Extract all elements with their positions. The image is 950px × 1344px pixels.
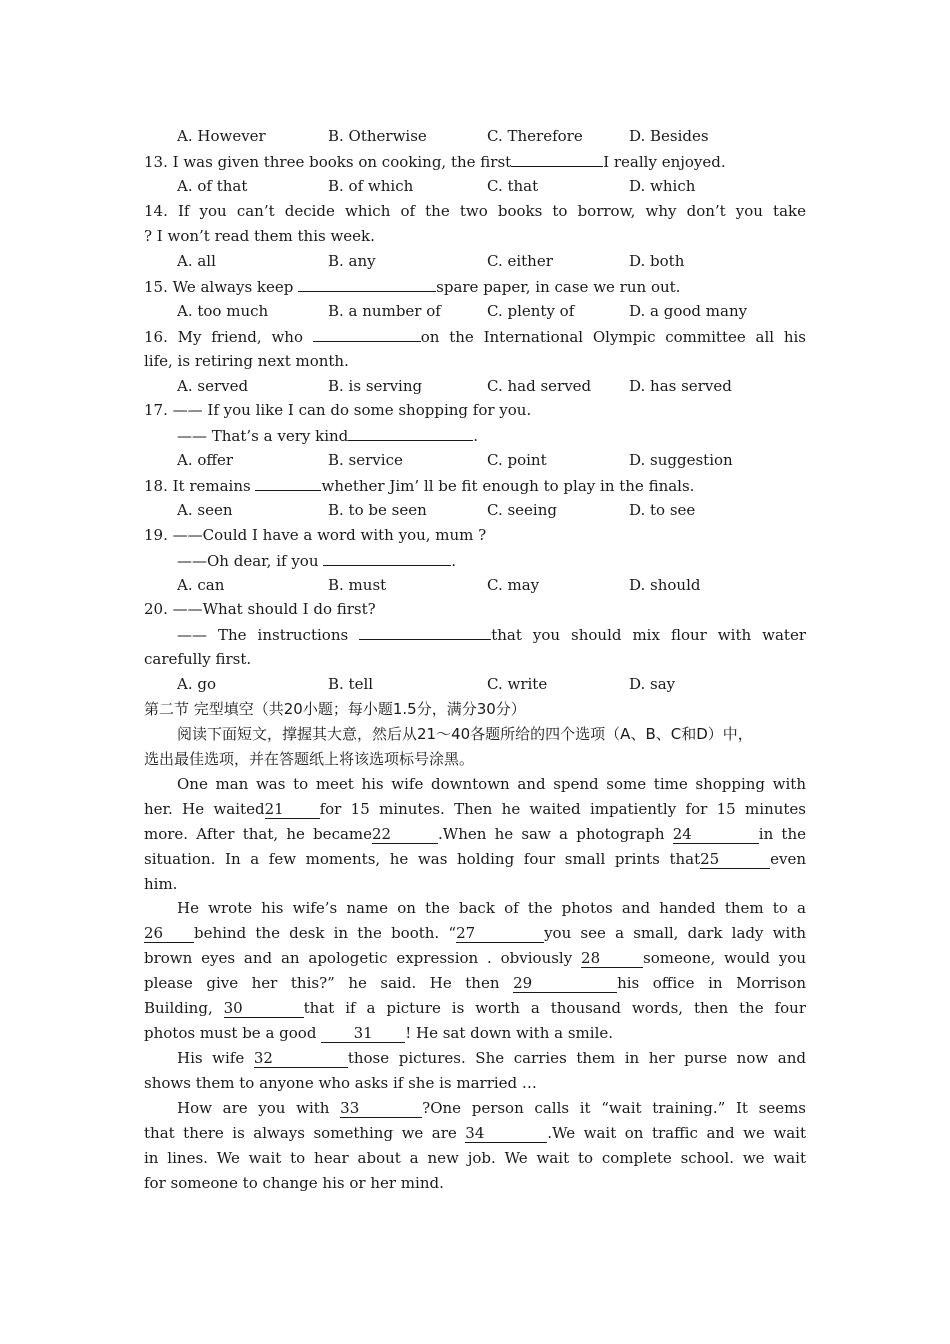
- passage-text: ?One person calls it “wait training.” It seems: [422, 1099, 806, 1117]
- q15-option-a: A. too much: [177, 302, 269, 320]
- q18-stem-part: 18. It remains: [144, 477, 256, 495]
- blank-28: 28: [581, 949, 643, 968]
- q14-option-c: C. either: [487, 252, 553, 270]
- q16-options: [177, 374, 806, 399]
- q18-option-a: A. seen: [177, 501, 233, 519]
- passage-text: situation. In a few moments, he was holding four small prints that: [144, 850, 701, 868]
- passage-p2-line: [144, 971, 806, 996]
- blank-26: 26: [144, 924, 194, 943]
- q16-option-d: D. has served: [629, 377, 732, 395]
- passage-text: that if a picture is worth a thousand words, then the four: [303, 999, 806, 1017]
- q16-stem-line2: life, is retiring next month.: [144, 352, 349, 370]
- q14-stem: 14. If you can’t decide which of the two books to borrow, why don’t you take: [144, 202, 806, 220]
- passage-p1-line: him.: [144, 875, 178, 893]
- q20-stem-part: —— The instructions: [177, 626, 360, 644]
- blank-31: 31: [321, 1024, 405, 1043]
- q18-options: [177, 498, 806, 523]
- q20-option-c: C. write: [487, 675, 548, 693]
- passage-text: photos must be a good: [144, 1024, 322, 1042]
- passage-text: ! He sat down with a smile.: [405, 1024, 614, 1042]
- q12-option-d: D. Besides: [629, 127, 709, 145]
- q16-stem-part: 16. My friend, who: [144, 328, 313, 346]
- blank-21: 21: [265, 800, 320, 819]
- q16-option-b: B. is serving: [328, 377, 423, 395]
- passage-text: that there is always something we are: [144, 1124, 466, 1142]
- blank-27: 27: [456, 924, 544, 943]
- q15-stem: [144, 274, 806, 299]
- passage-text: more. After that, he became: [144, 825, 373, 843]
- q13-option-c: C. that: [487, 177, 539, 195]
- q15-stem-part: 15. We always keep: [144, 278, 299, 296]
- q12-option-b: B. Otherwise: [328, 127, 427, 145]
- blank-34: 34: [465, 1124, 547, 1143]
- q13-options: [177, 174, 806, 199]
- q18-stem: [144, 473, 806, 498]
- q19-option-c: C. may: [487, 576, 540, 594]
- q16-stem: [144, 324, 806, 349]
- passage-p4-line: in lines. We wait to hear about a new job. We wait to complete school. we wait: [144, 1149, 806, 1167]
- q13-stem-part: I really enjoyed.: [603, 153, 726, 171]
- passage-p1-line: [144, 822, 806, 847]
- passage-text: for 15 minutes. Then he waited impatiently for 15 minutes: [319, 800, 806, 818]
- q15-option-d: D. a good many: [629, 302, 748, 320]
- q15-stem-part: spare paper, in case we run out.: [436, 278, 681, 296]
- q19-option-d: D. should: [629, 576, 701, 594]
- q19-stem: 19. ——Could I have a word with you, mum ?: [144, 526, 487, 544]
- q17-reply: [177, 423, 806, 448]
- passage-text: even: [770, 850, 806, 868]
- q20-reply: [177, 622, 806, 647]
- passage-p1-line: [144, 797, 806, 822]
- passage-text: you see a small, dark lady with: [544, 924, 806, 942]
- q16-blank: [313, 324, 421, 342]
- q15-option-c: C. plenty of: [487, 302, 575, 320]
- passage-p4-line: [144, 1121, 806, 1146]
- q17-option-b: B. service: [328, 451, 403, 469]
- q14-option-d: D. both: [629, 252, 685, 270]
- passage-p4-line: for someone to change his or her mind.: [144, 1174, 444, 1192]
- q14-stem-line2: ? I won’t read them this week.: [144, 227, 375, 245]
- blank-25: 25: [700, 850, 770, 869]
- passage-p2-line: [144, 996, 806, 1021]
- passage-text: .When he saw a photograph: [438, 825, 673, 843]
- q19-blank: [323, 548, 451, 566]
- q19-stem-part: .: [451, 552, 457, 570]
- q20-stem-part: that you should mix flour with water: [491, 626, 806, 644]
- q20-option-d: D. say: [629, 675, 676, 693]
- passage-text: behind the desk in the booth. “: [194, 924, 457, 942]
- blank-30: 30: [224, 999, 304, 1018]
- q17-stem-part: —— That’s a very kind: [177, 427, 349, 445]
- passage-p1-line: [144, 847, 806, 872]
- q13-option-a: A. of that: [177, 177, 248, 195]
- passage-p2-line: [144, 921, 806, 946]
- q20-option-b: B. tell: [328, 675, 374, 693]
- q19-reply: [177, 548, 806, 573]
- q19-option-a: A. can: [177, 576, 225, 594]
- q12-option-c: C. Therefore: [487, 127, 583, 145]
- q18-option-c: C. seeing: [487, 501, 557, 519]
- passage-text: .We wait on traffic and we wait: [547, 1124, 806, 1142]
- passage-p4-line: [177, 1096, 806, 1121]
- passage-text: brown eyes and an apologetic expression . obviously: [144, 949, 582, 967]
- q17-option-a: A. offer: [177, 451, 234, 469]
- q13-option-b: B. of which: [328, 177, 414, 195]
- q15-blank: [298, 274, 436, 292]
- q17-options: [177, 448, 806, 473]
- q17-option-c: C. point: [487, 451, 547, 469]
- q12-options: [177, 124, 806, 149]
- section-heading: 第二节 完型填空（共20小题；每小题1.5分，满分30分）: [144, 700, 526, 718]
- q15-option-b: B. a number of: [328, 302, 441, 320]
- passage-text: in the: [758, 825, 806, 843]
- q17-stem: 17. —— If you like I can do some shopping for you.: [144, 401, 532, 419]
- passage-p2-line: [144, 1021, 806, 1046]
- q13-blank: [511, 149, 603, 167]
- blank-32: 32: [254, 1049, 348, 1068]
- blank-33: 33: [340, 1099, 422, 1118]
- passage-text: his office in Morrison: [617, 974, 806, 992]
- passage-text: please give her this?” he said. He then: [144, 974, 514, 992]
- q13-option-d: D. which: [629, 177, 696, 195]
- q17-option-d: D. suggestion: [629, 451, 733, 469]
- q18-option-b: B. to be seen: [328, 501, 427, 519]
- q19-option-b: B. must: [328, 576, 387, 594]
- q17-blank: [348, 423, 473, 441]
- passage-text: Building,: [144, 999, 224, 1017]
- section-instruction-line2: 选出最佳选项，并在答题纸上将该选项标号涂黑。: [144, 750, 475, 768]
- passage-p3-line: shows them to anyone who asks if she is married …: [144, 1074, 537, 1092]
- q20-stem: 20. ——What should I do first?: [144, 600, 376, 618]
- q14-options: [177, 249, 806, 274]
- q16-option-a: A. served: [177, 377, 249, 395]
- section-instruction: 阅读下面短文，撑握其大意，然后从21～40各题所给的四个选项（A、B、C和D）中，: [177, 725, 753, 743]
- q19-options: [177, 573, 806, 598]
- passage-text: those pictures. She carries them in her purse now and: [347, 1049, 806, 1067]
- q12-option-a: A. However: [177, 127, 266, 145]
- q19-stem-part: ——Oh dear, if you: [177, 552, 324, 570]
- passage-text: How are you with: [177, 1099, 341, 1117]
- passage-p2-line: He wrote his wife’s name on the back of the photos and handed them to a: [177, 899, 806, 917]
- blank-29: 29: [513, 974, 617, 993]
- q14-option-a: A. all: [177, 252, 216, 270]
- passage-p1-line: One man was to meet his wife downtown and spend some time shopping with: [177, 775, 806, 793]
- q18-blank: [255, 473, 321, 491]
- q14-option-b: B. any: [328, 252, 376, 270]
- q13-stem-part: 13. I was given three books on cooking, the first: [144, 153, 512, 171]
- passage-p3-line: [177, 1046, 806, 1071]
- q18-option-d: D. to see: [629, 501, 696, 519]
- q16-option-c: C. had served: [487, 377, 592, 395]
- passage-p2-line: [144, 946, 806, 971]
- q20-options: [177, 672, 806, 697]
- q20-option-a: A. go: [177, 675, 217, 693]
- q20-blank: [359, 622, 491, 640]
- q17-stem-part: .: [473, 427, 479, 445]
- q18-stem-part: whether Jim’ ll be fit enough to play in the finals.: [321, 477, 695, 495]
- passage-text: her. He waited: [144, 800, 265, 818]
- q20-stem-line3: carefully first.: [144, 650, 252, 668]
- q16-stem-part: on the International Olympic committee all his: [420, 328, 806, 346]
- passage-text: His wife: [177, 1049, 254, 1067]
- passage-text: someone, would you: [643, 949, 806, 967]
- blank-24: 24: [673, 825, 759, 844]
- q13-stem: [144, 149, 806, 174]
- q15-options: [177, 299, 806, 324]
- blank-22: 22: [372, 825, 438, 844]
